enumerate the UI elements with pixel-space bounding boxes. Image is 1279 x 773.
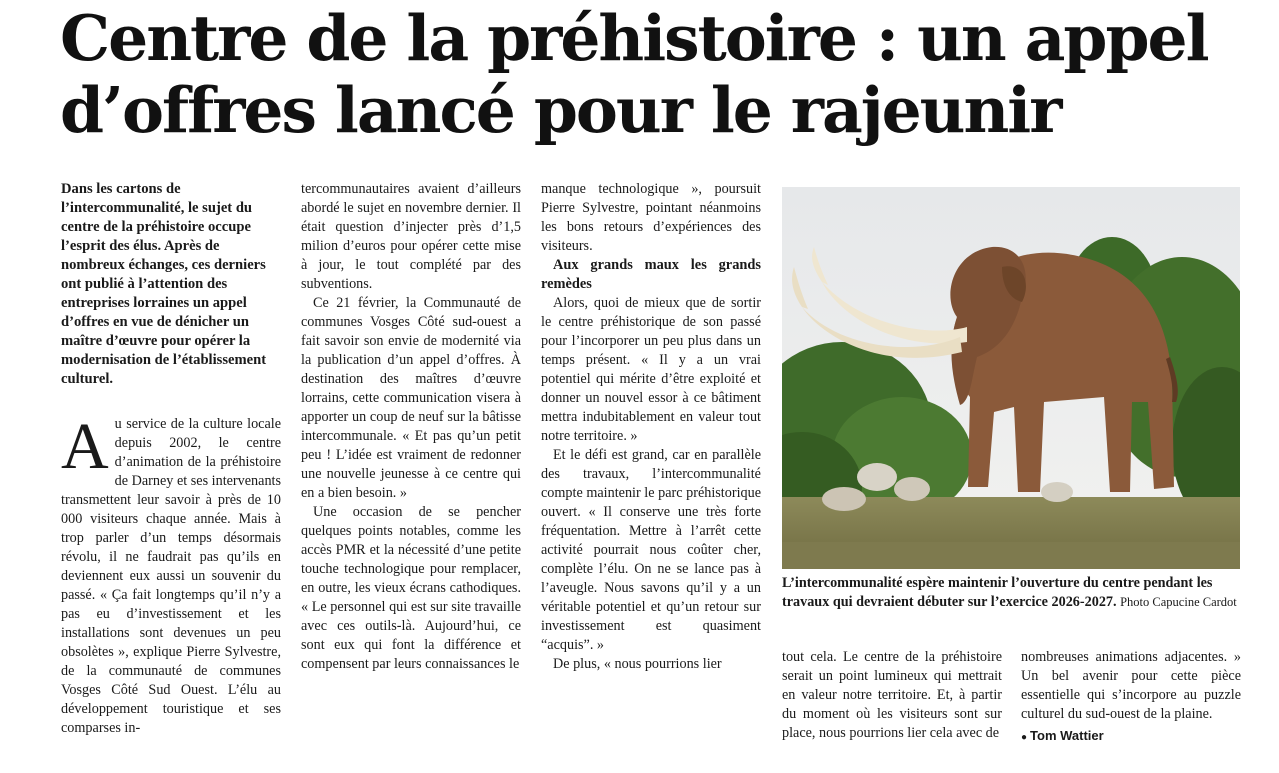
article-lead: Dans les cartons de l’intercommunalité, le sujet du centre de la préhistoire occupe l’esprit des élus. Après de nombreux échanges, ces derniers ont publié à l’attention des entreprises lorraines un appel d’offres en vue de dénicher un maître d’œuvre pour opérer la modernisation de l’établissement culturel.: [61, 181, 267, 387]
paragraph: nombreuses animations adjacentes. » Un bel avenir pour cette pièce essentielle qui s’incorpore au puzzle culturel du sud-ouest de la plaine.: [1021, 649, 1241, 722]
drop-cap: A: [61, 410, 109, 483]
column-5: [1021, 648, 1241, 747]
article-title: Centre de la préhistoire : un appel d’offres lancé pour le rajeunir: [60, 1, 1208, 147]
column-1: [61, 180, 281, 738]
paragraph: Alors, quoi de mieux que de sortir le centre préhistorique de son passé pour l’incorporer un peu plus dans un temps présent. « Il y a un vrai potentiel qui mérite d’être exploité et donner un nouvel essor à ce bâtiment mettra indubitablement en valeur tout notre territoire. »: [541, 295, 761, 444]
bullet-icon: ●: [1021, 732, 1028, 743]
paragraph: Une occasion de se pencher quelques points notables, comme les accès PMR et la nécessité d’une petite touche technologique pour remplacer, en outre, les vieux écrans cathodiques. « Le personnel qui est sur site travaille avec ces outils-là. Aujourd’hui, ce sont eux qui font la différence et compensent par leurs connaissances le: [301, 504, 521, 672]
column-4: [782, 648, 1002, 743]
paragraph: De plus, « nous pourrions lier: [553, 656, 722, 672]
paragraph: Au service de la culture locale depuis 2002, le centre d’animation de la préhistoire de Darney et ses intervenants transmettent leur savoir à près de 10 000 visiteurs chaque année. Mais à trop parler d’un temps désormais révolu, il ne faudrait pas qu’ils en deviennent eux aussi un souvenir du passé. « Ça fait longtemps qu’il n’y a pas eu d’investissement et les installations sont devenues un peu obsolètes », explique Pierre Sylvestre, de la communauté de communes Vosges Côté Sud Ouest. L’élu au développement touristique et ses comparses in-: [61, 410, 281, 736]
paragraph: Et le défi est grand, car en parallèle des travaux, l’intercommunalité compte maintenir le parc préhistorique ouvert. « Il conserve une très forte fréquentation. Mettre à l’arrêt cette activité pourrait nous coûter cher, complète l’élu. On ne se lance pas à l’aveugle. Nous savons qu’il y a un véritable potentiel et qu’un retour sur investissement est quasiment “acquis”. »: [541, 447, 761, 653]
photo-credit: Photo Capucine Cardot: [1120, 595, 1237, 609]
photo-caption: [782, 574, 1252, 612]
subheading: Aux grands maux les grands remèdes: [541, 257, 761, 292]
paragraph: manque technologique », poursuit Pierre Sylvestre, pointant néanmoins les bons retours d’expériences des visiteurs.: [541, 181, 761, 254]
caption-text: L’intercommunalité espère maintenir l’ouverture du centre pendant les travaux qui devraient débuter sur l’exercice 2026-2027.: [782, 575, 1213, 610]
paragraph: Ce 21 février, la Communauté de communes Vosges Côté sud-ouest a fait savoir son envie de modernité via la publication d’un appel d’offres. À destination des maîtres d’œuvre lorrains, cette communication visera à apporter un coup de neuf sur la bâtisse intercommunale. « Et pas qu’un petit peu ! L’idée est vraiment de redonner une nouvelle jeunesse à ce centre qui en a bien besoin. »: [301, 295, 521, 501]
author-signature: ● Tom Wattier: [1021, 728, 1104, 743]
column-3: [541, 180, 761, 674]
paragraph: tercommunautaires avaient d’ailleurs abordé le sujet en novembre dernier. Il était question d’injecter près d’1,5 milion d’euros pour opérer cette mise à jour, le tout complété par des subventions.: [301, 181, 521, 292]
column-2: [301, 180, 521, 674]
paragraph: tout cela. Le centre de la préhistoire serait un point lumineux qui mettrait en valeur notre territoire. Et, à partir du moment où les visiteurs sont sur place, nous pourrions lier cela avec de: [782, 649, 1002, 741]
mammoth-photo: [782, 187, 1240, 569]
